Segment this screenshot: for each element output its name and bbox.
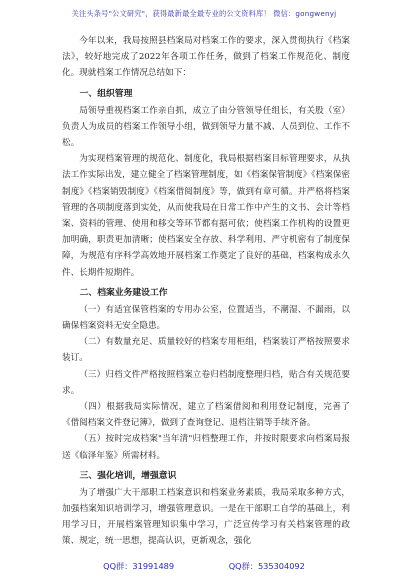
section-paragraph: （一）有适宜保管档案的专用办公室，位置适当，不潮湿、不漏雨，以确保档案资料无安全隐患。 [62, 304, 350, 332]
section-paragraph: 为实现档案管理的规范化、制度化，我局根据档案目标管理要求，从执法工作实际出发，建立健全了档案管理制度，如《档案保管制度》《档案保密制度》《档案销毁制度》《档案借阅制度》等，做到有章可循。并严格将档案管理的各项制度落到实处，从而使我局在日常工作中产生的文书、会计等档案、资料的管理、使用和移交等环节都有据可依；使档案工作机构的设置更加明确，职责更加清晰；使档案安全存放、科学利用、严守机密有了制度保障，为规范有序科学高效地开展档案工作奠定了良好的基础，档案构成永久件、长期件短期件。 [62, 154, 350, 278]
section-heading-archive-business: 二、档案业务建设工作 [79, 287, 168, 298]
section-paragraph: 局领导重视档案工作亲自抓，成立了由分管领导任组长，有关股（室）负责人为成员的档案工作领导小组，做到领导力量不减、人员到位、工作不松。 [62, 105, 350, 149]
section-heading-organization: 一、组织管理 [79, 88, 133, 99]
section-paragraph: （三）归档文件严格按照档案立卷归档制度整理归档，贴合有关规范要求。 [62, 369, 350, 396]
promo-banner: 关注头条号"公文研究"，获得最新最全最专业的公文资料库！ 微信：gongwenyj [71, 9, 337, 18]
qq-group-1: QQ群：31991489 [103, 561, 175, 571]
intro-paragraph: 今年以来，我局按照县档案局对档案工作的要求，深入贯彻执行《档案法》，较好地完成了2022年各项工作任务，做到了档案工作规范化、制度化。现就档案工作情况总结如下： [62, 36, 350, 79]
section-heading-training: 三、强化培训，增强意识 [79, 470, 177, 481]
section-paragraph: （二）有数量充足、质量较好的档案专用柜组，档案装订严格按照要求装订。 [62, 337, 350, 364]
section-paragraph: （五）按时完成档案"当年清"归档整理工作，并按时限要求向档案局报送《临泽年鉴》所需材料。 [62, 434, 350, 461]
section-paragraph: 为了增强广大干部职工档案意识和档案业务素质，我局采取多种方式，加强档案知识培训学习，增强管理意识。一是在干部职工自学的基础上，利用学习日，开展档案管理知识集中学习，广泛宣传学习有关档案管理的政策、规定，统一思想，提高认识，更新观念，强化 [62, 487, 350, 547]
section-paragraph: （四）根据我局实际情况，建立了档案借阅和利用登记制度，完善了《借阅档案文件登记簿》，做到了查询登记、退档注销等手续齐备。 [62, 402, 350, 429]
qq-group-2: QQ群：535304092 [228, 561, 305, 571]
document-body [62, 33, 350, 550]
footer-banner [0, 561, 408, 572]
